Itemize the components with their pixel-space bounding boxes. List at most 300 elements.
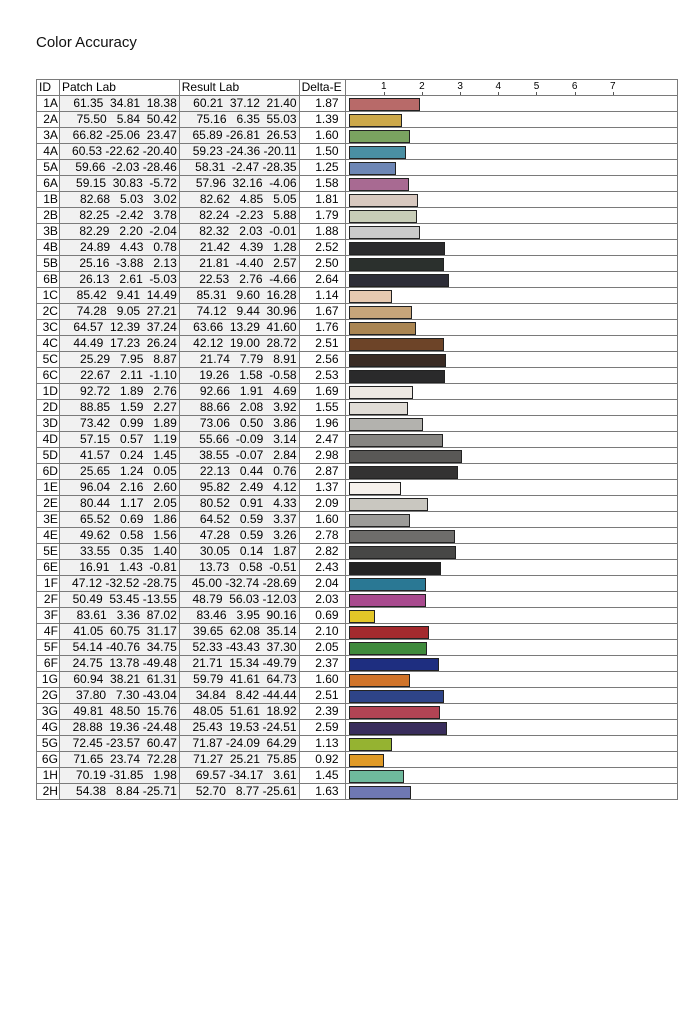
table-row [37, 480, 678, 496]
patch-id: 2D [37, 400, 60, 416]
result-lab: 75.16 6.35 55.03 [179, 112, 299, 128]
patch-id: 4E [37, 528, 60, 544]
patch-lab: 25.65 1.24 0.05 [59, 464, 179, 480]
patch-lab: 49.62 0.58 1.56 [59, 528, 179, 544]
delta-e-value: 2.78 [299, 528, 345, 544]
patch-id: 6A [37, 176, 60, 192]
result-lab: 92.66 1.91 4.69 [179, 384, 299, 400]
header-id: ID [37, 80, 60, 96]
table-row [37, 592, 678, 608]
delta-e-bar [349, 594, 427, 607]
x-tick-label: 2 [419, 81, 425, 92]
table-row [37, 576, 678, 592]
patch-id: 1B [37, 192, 60, 208]
delta-e-value: 1.45 [299, 768, 345, 784]
delta-e-value: 1.14 [299, 288, 345, 304]
patch-id: 4D [37, 432, 60, 448]
bar-cell [345, 224, 677, 240]
delta-e-bar [349, 370, 446, 383]
delta-e-value: 2.05 [299, 640, 345, 656]
patch-lab: 26.13 2.61 -5.03 [59, 272, 179, 288]
patch-id: 5D [37, 448, 60, 464]
result-lab: 48.79 56.03 -12.03 [179, 592, 299, 608]
patch-id: 6B [37, 272, 60, 288]
bar-cell [345, 544, 677, 560]
bar-cell [345, 304, 677, 320]
result-lab: 64.52 0.59 3.37 [179, 512, 299, 528]
table-row [37, 672, 678, 688]
result-lab: 82.32 2.03 -0.01 [179, 224, 299, 240]
bar-cell [345, 256, 677, 272]
result-lab: 38.55 -0.07 2.84 [179, 448, 299, 464]
table-row [37, 256, 678, 272]
delta-e-bar [349, 738, 392, 751]
delta-e-value: 1.63 [299, 784, 345, 800]
page-title: Color Accuracy [36, 34, 137, 51]
delta-e-bar [349, 114, 402, 127]
table-row [37, 384, 678, 400]
patch-id: 1F [37, 576, 60, 592]
delta-e-bar [349, 226, 421, 239]
patch-lab: 22.67 2.11 -1.10 [59, 368, 179, 384]
bar-cell [345, 640, 677, 656]
table-row [37, 656, 678, 672]
patch-lab: 85.42 9.41 14.49 [59, 288, 179, 304]
delta-e-bar [349, 530, 455, 543]
delta-e-bar [349, 178, 409, 191]
patch-id: 2F [37, 592, 60, 608]
delta-e-bar [349, 786, 411, 799]
result-lab: 65.89 -26.81 26.53 [179, 128, 299, 144]
patch-id: 2E [37, 496, 60, 512]
patch-lab: 25.29 7.95 8.87 [59, 352, 179, 368]
header-row [37, 80, 678, 96]
patch-lab: 47.12 -32.52 -28.75 [59, 576, 179, 592]
patch-lab: 37.80 7.30 -43.04 [59, 688, 179, 704]
patch-id: 2B [37, 208, 60, 224]
patch-id: 1H [37, 768, 60, 784]
delta-e-bar [349, 402, 408, 415]
bar-cell [345, 608, 677, 624]
table-row [37, 624, 678, 640]
patch-lab: 60.53 -22.62 -20.40 [59, 144, 179, 160]
patch-lab: 66.82 -25.06 23.47 [59, 128, 179, 144]
patch-id: 2H [37, 784, 60, 800]
delta-e-value: 2.52 [299, 240, 345, 256]
result-lab: 13.73 0.58 -0.51 [179, 560, 299, 576]
result-lab: 80.52 0.91 4.33 [179, 496, 299, 512]
delta-e-value: 1.96 [299, 416, 345, 432]
patch-id: 5G [37, 736, 60, 752]
table-row [37, 464, 678, 480]
delta-e-value: 1.37 [299, 480, 345, 496]
delta-e-bar [349, 146, 406, 159]
table-row [37, 784, 678, 800]
header-patch-lab: Patch Lab [59, 80, 179, 96]
result-lab: 55.66 -0.09 3.14 [179, 432, 299, 448]
bar-cell [345, 384, 677, 400]
delta-e-bar [349, 290, 393, 303]
delta-e-bar [349, 482, 401, 495]
delta-e-bar [349, 354, 447, 367]
patch-lab: 72.45 -23.57 60.47 [59, 736, 179, 752]
table-row [37, 704, 678, 720]
bar-cell [345, 672, 677, 688]
table-row [37, 192, 678, 208]
patch-id: 4G [37, 720, 60, 736]
delta-e-value: 1.25 [299, 160, 345, 176]
delta-e-bar [349, 562, 442, 575]
patch-lab: 92.72 1.89 2.76 [59, 384, 179, 400]
patch-id: 4F [37, 624, 60, 640]
delta-e-value: 2.10 [299, 624, 345, 640]
delta-e-bar [349, 386, 414, 399]
bar-cell [345, 784, 677, 800]
bar-cell [345, 464, 677, 480]
result-lab: 58.31 -2.47 -28.35 [179, 160, 299, 176]
delta-e-value: 1.79 [299, 208, 345, 224]
patch-lab: 44.49 17.23 26.24 [59, 336, 179, 352]
x-tick-label: 5 [533, 81, 540, 92]
table-row [37, 288, 678, 304]
patch-id: 1A [37, 96, 60, 112]
result-lab: 82.24 -2.23 5.88 [179, 208, 299, 224]
result-lab: 22.53 2.76 -4.66 [179, 272, 299, 288]
x-tick-label: 3 [457, 81, 463, 92]
patch-id: 1E [37, 480, 60, 496]
patch-lab: 64.57 12.39 37.24 [59, 320, 179, 336]
delta-e-bar [349, 466, 459, 479]
patch-id: 5F [37, 640, 60, 656]
patch-id: 5B [37, 256, 60, 272]
table-row [37, 160, 678, 176]
delta-e-bar [349, 450, 463, 463]
bar-cell [345, 352, 677, 368]
patch-id: 4C [37, 336, 60, 352]
table-row [37, 400, 678, 416]
table-row [37, 176, 678, 192]
result-lab: 52.70 8.77 -25.61 [179, 784, 299, 800]
delta-e-bar [349, 722, 448, 735]
patch-id: 2C [37, 304, 60, 320]
bar-cell [345, 768, 677, 784]
patch-lab: 80.44 1.17 2.05 [59, 496, 179, 512]
table-row [37, 448, 678, 464]
patch-id: 6E [37, 560, 60, 576]
delta-e-value: 2.03 [299, 592, 345, 608]
patch-lab: 96.04 2.16 2.60 [59, 480, 179, 496]
delta-e-bar [349, 642, 427, 655]
patch-lab: 54.14 -40.76 34.75 [59, 640, 179, 656]
table-row [37, 496, 678, 512]
bar-cell [345, 160, 677, 176]
patch-lab: 83.61 3.36 87.02 [59, 608, 179, 624]
result-lab: 57.96 32.16 -4.06 [179, 176, 299, 192]
patch-id: 1G [37, 672, 60, 688]
table-row [37, 736, 678, 752]
delta-e-value: 1.76 [299, 320, 345, 336]
delta-e-bar [349, 98, 420, 111]
patch-lab: 50.49 53.45 -13.55 [59, 592, 179, 608]
bar-cell [345, 512, 677, 528]
delta-e-bar [349, 674, 410, 687]
result-lab: 21.71 15.34 -49.79 [179, 656, 299, 672]
result-lab: 48.05 51.61 18.92 [179, 704, 299, 720]
patch-id: 4B [37, 240, 60, 256]
delta-e-bar [349, 770, 404, 783]
delta-e-value: 1.87 [299, 96, 345, 112]
bar-cell [345, 96, 677, 112]
patch-id: 2A [37, 112, 60, 128]
patch-id: 1D [37, 384, 60, 400]
bar-cell [345, 656, 677, 672]
bar-cell [345, 560, 677, 576]
table-row [37, 528, 678, 544]
table-row [37, 416, 678, 432]
bar-cell [345, 336, 677, 352]
table-row [37, 640, 678, 656]
delta-e-value: 0.92 [299, 752, 345, 768]
bar-cell [345, 448, 677, 464]
delta-e-value: 1.60 [299, 512, 345, 528]
bar-cell [345, 720, 677, 736]
x-tick-label: 7 [610, 81, 616, 92]
delta-e-value: 2.50 [299, 256, 345, 272]
result-lab: 73.06 0.50 3.86 [179, 416, 299, 432]
result-lab: 60.21 37.12 21.40 [179, 96, 299, 112]
x-tick-label: 1 [380, 81, 387, 92]
delta-e-bar [349, 258, 444, 271]
patch-lab: 49.81 48.50 15.76 [59, 704, 179, 720]
patch-id: 6F [37, 656, 60, 672]
delta-e-value: 2.59 [299, 720, 345, 736]
result-lab: 82.62 4.85 5.05 [179, 192, 299, 208]
patch-id: 5A [37, 160, 60, 176]
delta-e-value: 1.67 [299, 304, 345, 320]
result-lab: 47.28 0.59 3.26 [179, 528, 299, 544]
result-lab: 19.26 1.58 -0.58 [179, 368, 299, 384]
delta-e-bar [349, 578, 427, 591]
delta-e-value: 2.82 [299, 544, 345, 560]
delta-e-bar [349, 338, 445, 351]
delta-e-bar [349, 610, 375, 623]
result-lab: 85.31 9.60 16.28 [179, 288, 299, 304]
table-row [37, 560, 678, 576]
result-lab: 59.23 -24.36 -20.11 [179, 144, 299, 160]
delta-e-value: 2.51 [299, 688, 345, 704]
result-lab: 71.87 -24.09 64.29 [179, 736, 299, 752]
patch-lab: 41.05 60.75 31.17 [59, 624, 179, 640]
result-lab: 22.13 0.44 0.76 [179, 464, 299, 480]
result-lab: 30.05 0.14 1.87 [179, 544, 299, 560]
patch-lab: 41.57 0.24 1.45 [59, 448, 179, 464]
patch-id: 6C [37, 368, 60, 384]
result-lab: 39.65 62.08 35.14 [179, 624, 299, 640]
patch-id: 3G [37, 704, 60, 720]
table-row [37, 240, 678, 256]
delta-e-value: 2.87 [299, 464, 345, 480]
patch-id: 3E [37, 512, 60, 528]
table-row [37, 128, 678, 144]
patch-lab: 82.25 -2.42 3.78 [59, 208, 179, 224]
result-lab: 21.81 -4.40 2.57 [179, 256, 299, 272]
bar-cell [345, 128, 677, 144]
bar-cell [345, 528, 677, 544]
patch-id: 6D [37, 464, 60, 480]
bar-cell [345, 272, 677, 288]
delta-e-value: 1.88 [299, 224, 345, 240]
delta-e-bar [349, 434, 443, 447]
bar-cell [345, 416, 677, 432]
table-row [37, 224, 678, 240]
patch-lab: 75.50 5.84 50.42 [59, 112, 179, 128]
patch-lab: 70.19 -31.85 1.98 [59, 768, 179, 784]
patch-lab: 71.65 23.74 72.28 [59, 752, 179, 768]
table-row [37, 720, 678, 736]
result-lab: 45.00 -32.74 -28.69 [179, 576, 299, 592]
bar-cell [345, 592, 677, 608]
delta-e-value: 1.60 [299, 128, 345, 144]
delta-e-bar [349, 754, 384, 767]
bar-cell [345, 400, 677, 416]
table-row [37, 768, 678, 784]
table-row [37, 112, 678, 128]
patch-lab: 61.35 34.81 18.38 [59, 96, 179, 112]
result-lab: 95.82 2.49 4.12 [179, 480, 299, 496]
bar-cell [345, 320, 677, 336]
table-row [37, 208, 678, 224]
table-row [37, 96, 678, 112]
bar-cell [345, 688, 677, 704]
result-lab: 74.12 9.44 30.96 [179, 304, 299, 320]
bar-cell [345, 112, 677, 128]
result-lab: 52.33 -43.43 37.30 [179, 640, 299, 656]
bar-cell [345, 144, 677, 160]
bar-cell [345, 368, 677, 384]
delta-e-value: 1.50 [299, 144, 345, 160]
result-lab: 21.74 7.79 8.91 [179, 352, 299, 368]
delta-e-bar [349, 546, 457, 559]
result-lab: 25.43 19.53 -24.51 [179, 720, 299, 736]
patch-lab: 57.15 0.57 1.19 [59, 432, 179, 448]
result-lab: 71.27 25.21 75.85 [179, 752, 299, 768]
delta-e-value: 2.47 [299, 432, 345, 448]
patch-id: 3C [37, 320, 60, 336]
patch-id: 3F [37, 608, 60, 624]
result-lab: 63.66 13.29 41.60 [179, 320, 299, 336]
patch-lab: 24.89 4.43 0.78 [59, 240, 179, 256]
delta-e-value: 2.43 [299, 560, 345, 576]
bar-cell [345, 704, 677, 720]
patch-lab: 60.94 38.21 61.31 [59, 672, 179, 688]
delta-e-value: 1.81 [299, 192, 345, 208]
delta-e-bar [349, 162, 397, 175]
delta-e-value: 2.53 [299, 368, 345, 384]
table-row [37, 304, 678, 320]
bar-cell [345, 736, 677, 752]
header-result-lab: Result Lab [179, 80, 299, 96]
table-row [37, 432, 678, 448]
delta-e-bar [349, 210, 417, 223]
patch-lab: 25.16 -3.88 2.13 [59, 256, 179, 272]
patch-lab: 54.38 8.84 -25.71 [59, 784, 179, 800]
bar-cell [345, 176, 677, 192]
table-row [37, 544, 678, 560]
table-row [37, 336, 678, 352]
bar-cell [345, 432, 677, 448]
patch-lab: 82.29 2.20 -2.04 [59, 224, 179, 240]
bar-cell [345, 480, 677, 496]
delta-e-value: 0.69 [299, 608, 345, 624]
delta-e-bar [349, 418, 424, 431]
delta-e-bar [349, 130, 410, 143]
patch-lab: 88.85 1.59 2.27 [59, 400, 179, 416]
bar-cell [345, 752, 677, 768]
patch-lab: 59.15 30.83 -5.72 [59, 176, 179, 192]
patch-lab: 65.52 0.69 1.86 [59, 512, 179, 528]
delta-e-bar [349, 498, 429, 511]
delta-e-value: 2.09 [299, 496, 345, 512]
patch-lab: 24.75 13.78 -49.48 [59, 656, 179, 672]
result-lab: 21.42 4.39 1.28 [179, 240, 299, 256]
table-row [37, 608, 678, 624]
patch-id: 3A [37, 128, 60, 144]
delta-e-value: 1.60 [299, 672, 345, 688]
patch-lab: 33.55 0.35 1.40 [59, 544, 179, 560]
x-tick-label: 6 [571, 81, 578, 92]
patch-id: 6G [37, 752, 60, 768]
patch-lab: 28.88 19.36 -24.48 [59, 720, 179, 736]
delta-e-bar [349, 706, 440, 719]
delta-e-bar [349, 514, 410, 527]
delta-e-bar [349, 274, 450, 287]
result-lab: 88.66 2.08 3.92 [179, 400, 299, 416]
patch-id: 1C [37, 288, 60, 304]
patch-id: 3D [37, 416, 60, 432]
table-row [37, 144, 678, 160]
bar-cell [345, 208, 677, 224]
delta-e-value: 1.69 [299, 384, 345, 400]
table-row [37, 752, 678, 768]
result-lab: 59.79 41.61 64.73 [179, 672, 299, 688]
bar-cell [345, 288, 677, 304]
delta-e-bar [349, 306, 413, 319]
delta-e-value: 2.64 [299, 272, 345, 288]
patch-id: 2G [37, 688, 60, 704]
delta-e-value: 2.37 [299, 656, 345, 672]
x-tick-label: 4 [495, 81, 502, 92]
table-row [37, 352, 678, 368]
delta-e-bar [349, 626, 429, 639]
patch-id: 5C [37, 352, 60, 368]
color-accuracy-table [36, 79, 678, 800]
patch-lab: 73.42 0.99 1.89 [59, 416, 179, 432]
bar-cell [345, 192, 677, 208]
delta-e-bar [349, 242, 445, 255]
delta-e-bar [349, 658, 439, 671]
delta-e-value: 2.56 [299, 352, 345, 368]
delta-e-bar [349, 194, 418, 207]
table-row [37, 320, 678, 336]
patch-lab: 82.68 5.03 3.02 [59, 192, 179, 208]
result-lab: 42.12 19.00 28.72 [179, 336, 299, 352]
bar-cell [345, 624, 677, 640]
bar-cell [345, 240, 677, 256]
patch-id: 4A [37, 144, 60, 160]
delta-e-value: 2.39 [299, 704, 345, 720]
patch-lab: 16.91 1.43 -0.81 [59, 560, 179, 576]
result-lab: 34.84 8.42 -44.44 [179, 688, 299, 704]
